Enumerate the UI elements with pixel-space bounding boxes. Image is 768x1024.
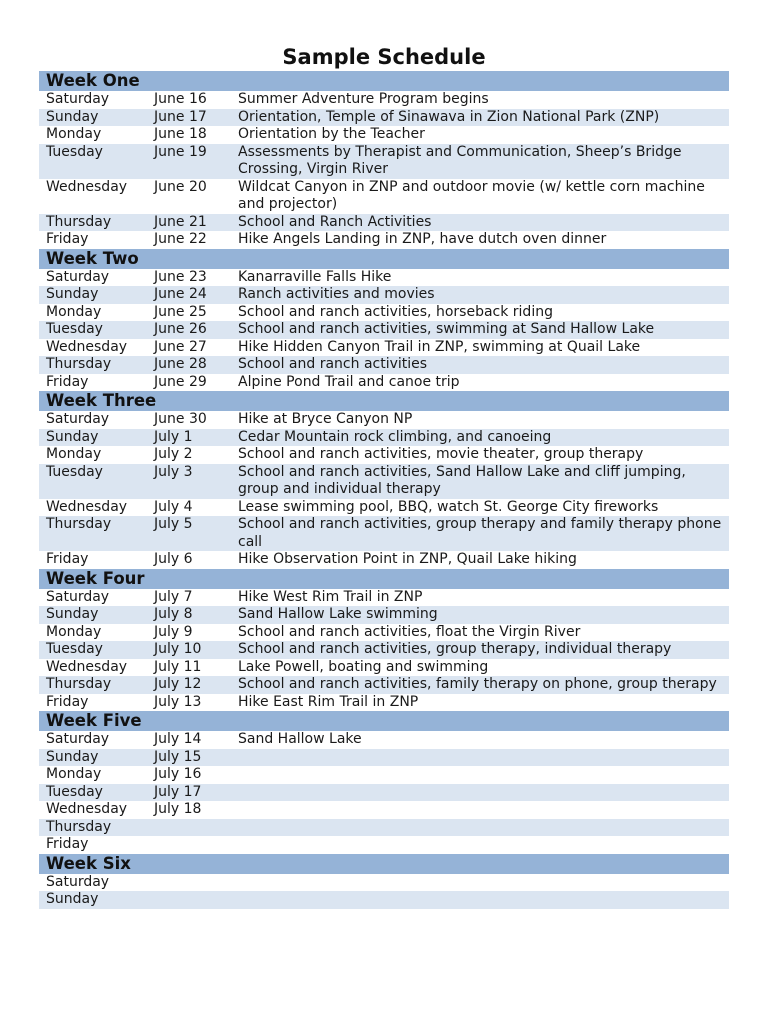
day-cell: Sunday xyxy=(46,108,99,125)
schedule-row xyxy=(39,356,729,374)
day-cell: Saturday xyxy=(46,268,110,285)
activity-cell: Hike East Rim Trail in ZNP xyxy=(238,693,419,710)
schedule-row xyxy=(39,411,729,429)
date-cell: June 25 xyxy=(154,303,207,320)
schedule-table xyxy=(39,71,729,909)
schedule-row xyxy=(39,286,729,304)
activity-cell: Alpine Pond Trail and canoe trip xyxy=(238,373,460,390)
date-cell: June 27 xyxy=(154,338,207,355)
date-cell: July 9 xyxy=(154,623,193,640)
schedule-row xyxy=(39,321,729,339)
day-cell: Thursday xyxy=(46,213,112,230)
activity-cell xyxy=(238,801,729,819)
schedule-row xyxy=(39,694,729,712)
day-cell: Friday xyxy=(46,693,89,710)
date-cell: July 17 xyxy=(154,783,202,800)
day-cell: Saturday xyxy=(46,91,110,107)
week-header: Week Six xyxy=(39,854,729,874)
date-cell xyxy=(154,874,238,892)
date-cell: July 2 xyxy=(154,446,193,462)
day-cell: Monday xyxy=(46,303,102,320)
activity-cell: Hike Observation Point in ZNP, Quail Lake hiking xyxy=(238,551,577,567)
week-header: Week Three xyxy=(39,391,729,411)
schedule-row xyxy=(39,676,729,694)
activity-cell: School and ranch activities, group therapy, individual therapy xyxy=(238,641,672,657)
day-cell: Wednesday xyxy=(46,178,128,195)
date-cell: June 29 xyxy=(154,373,207,390)
day-cell: Sunday xyxy=(46,891,99,907)
schedule-row xyxy=(39,304,729,322)
date-cell: July 8 xyxy=(154,606,193,622)
schedule-row xyxy=(39,269,729,287)
date-cell xyxy=(154,819,238,837)
date-cell: June 28 xyxy=(154,356,207,372)
activity-cell: Hike Hidden Canyon Trail in ZNP, swimming at Quail Lake xyxy=(238,338,641,355)
activity-cell xyxy=(238,749,729,767)
week-header: Week One xyxy=(39,71,729,91)
day-cell: Thursday xyxy=(46,516,112,532)
day-cell: Thursday xyxy=(46,676,112,692)
schedule-row xyxy=(39,624,729,642)
date-cell: July 13 xyxy=(154,693,202,710)
day-cell: Thursday xyxy=(46,356,112,372)
schedule-row xyxy=(39,606,729,624)
activity-cell xyxy=(238,891,729,909)
week-header: Week Two xyxy=(39,249,729,269)
day-cell: Wednesday xyxy=(46,658,128,675)
week-header: Week Five xyxy=(39,711,729,731)
activity-cell: School and ranch activities, movie theater, group therapy xyxy=(238,446,644,462)
schedule-row xyxy=(39,784,729,802)
date-cell: July 3 xyxy=(154,463,193,480)
date-cell: June 18 xyxy=(154,126,207,142)
date-cell: July 10 xyxy=(154,641,202,657)
date-cell: June 22 xyxy=(154,231,207,247)
day-cell: Monday xyxy=(46,766,102,782)
day-cell: Saturday xyxy=(46,873,110,890)
activity-cell: Sand Hallow Lake xyxy=(238,731,362,747)
activity-cell: School and Ranch Activities xyxy=(238,213,432,230)
date-cell: June 24 xyxy=(154,286,207,302)
date-cell: July 14 xyxy=(154,731,202,747)
day-cell: Monday xyxy=(46,623,102,640)
activity-cell xyxy=(238,819,729,837)
schedule-row xyxy=(39,126,729,144)
day-cell: Saturday xyxy=(46,731,110,747)
page-title: Sample Schedule xyxy=(282,45,486,69)
date-cell: July 6 xyxy=(154,551,193,567)
day-cell: Friday xyxy=(46,836,89,852)
date-cell xyxy=(154,891,238,909)
activity-cell: Lake Powell, boating and swimming xyxy=(238,658,489,675)
schedule-row xyxy=(39,109,729,127)
day-cell: Friday xyxy=(46,231,89,247)
schedule-row xyxy=(39,429,729,447)
schedule-row xyxy=(39,766,729,784)
schedule-row xyxy=(39,641,729,659)
schedule-row xyxy=(39,339,729,357)
day-cell: Tuesday xyxy=(46,463,103,480)
activity-cell xyxy=(238,766,729,784)
day-cell: Wednesday xyxy=(46,498,128,515)
activity-cell: Kanarraville Falls Hike xyxy=(238,268,392,285)
day-cell: Tuesday xyxy=(46,321,103,337)
day-cell: Sunday xyxy=(46,428,99,445)
activity-cell: Assessments by Therapist and Communication, Sheep’s Bridge Crossing, Virgin River xyxy=(238,143,682,177)
day-cell: Friday xyxy=(46,373,89,390)
date-cell: June 30 xyxy=(154,411,207,427)
schedule-row xyxy=(39,891,729,909)
date-cell: July 15 xyxy=(154,748,202,765)
date-cell: June 20 xyxy=(154,178,207,195)
activity-cell xyxy=(238,784,729,802)
date-cell: June 17 xyxy=(154,108,207,125)
activity-cell: Orientation, Temple of Sinawava in Zion National Park (ZNP) xyxy=(238,108,660,125)
date-cell: July 18 xyxy=(154,801,202,817)
activity-cell: School and ranch activities, horseback riding xyxy=(238,303,553,320)
schedule-row xyxy=(39,374,729,392)
date-cell: July 12 xyxy=(154,676,202,692)
schedule-row xyxy=(39,819,729,837)
date-cell: July 5 xyxy=(154,516,193,532)
schedule-row xyxy=(39,179,729,214)
day-cell: Saturday xyxy=(46,411,110,427)
activity-cell: School and ranch activities, family therapy on phone, group therapy xyxy=(238,676,717,692)
schedule-row xyxy=(39,659,729,677)
date-cell: June 23 xyxy=(154,268,207,285)
day-cell: Monday xyxy=(46,446,102,462)
schedule-row xyxy=(39,731,729,749)
schedule-row xyxy=(39,214,729,232)
day-cell: Sunday xyxy=(46,606,99,622)
activity-cell: Sand Hallow Lake swimming xyxy=(238,606,438,622)
schedule-row xyxy=(39,231,729,249)
schedule-row xyxy=(39,551,729,569)
activity-cell: Wildcat Canyon in ZNP and outdoor movie (w/ kettle corn machine and projector) xyxy=(238,178,705,212)
activity-cell: Lease swimming pool, BBQ, watch St. George City fireworks xyxy=(238,498,659,515)
activity-cell: Hike at Bryce Canyon NP xyxy=(238,411,413,427)
day-cell: Wednesday xyxy=(46,338,128,355)
schedule-row xyxy=(39,836,729,854)
schedule-row xyxy=(39,516,729,551)
date-cell: July 7 xyxy=(154,588,193,605)
date-cell xyxy=(154,836,238,854)
day-cell: Sunday xyxy=(46,748,99,765)
day-cell: Sunday xyxy=(46,286,99,302)
day-cell: Friday xyxy=(46,551,89,567)
date-cell: June 16 xyxy=(154,91,207,107)
schedule-row xyxy=(39,589,729,607)
activity-cell: School and ranch activities, Sand Hallow Lake and cliff jumping, group and individual therapy xyxy=(238,463,686,497)
date-cell: July 16 xyxy=(154,766,202,782)
schedule-row xyxy=(39,464,729,499)
schedule-row xyxy=(39,144,729,179)
activity-cell xyxy=(238,874,729,892)
date-cell: June 21 xyxy=(154,213,207,230)
day-cell: Wednesday xyxy=(46,801,128,817)
activity-cell: Hike West Rim Trail in ZNP xyxy=(238,588,423,605)
schedule-row xyxy=(39,446,729,464)
activity-cell: Cedar Mountain rock climbing, and canoeing xyxy=(238,428,552,445)
day-cell: Tuesday xyxy=(46,783,103,800)
week-header: Week Four xyxy=(39,569,729,589)
schedule-row xyxy=(39,801,729,819)
schedule-row xyxy=(39,874,729,892)
day-cell: Tuesday xyxy=(46,143,103,160)
date-cell: June 26 xyxy=(154,321,207,337)
activity-cell: Summer Adventure Program begins xyxy=(238,91,489,107)
schedule-row xyxy=(39,749,729,767)
activity-cell: Orientation by the Teacher xyxy=(238,126,425,142)
date-cell: July 4 xyxy=(154,498,193,515)
day-cell: Monday xyxy=(46,126,102,142)
schedule-row xyxy=(39,499,729,517)
date-cell: June 19 xyxy=(154,143,207,160)
date-cell: July 1 xyxy=(154,428,193,445)
activity-cell: School and ranch activities, swimming at Sand Hallow Lake xyxy=(238,321,655,337)
activity-cell: Hike Angels Landing in ZNP, have dutch oven dinner xyxy=(238,231,607,247)
date-cell: July 11 xyxy=(154,658,202,675)
activity-cell: Ranch activities and movies xyxy=(238,286,435,302)
day-cell: Tuesday xyxy=(46,641,103,657)
activity-cell xyxy=(238,836,729,854)
day-cell: Thursday xyxy=(46,818,112,835)
activity-cell: School and ranch activities, group therapy and family therapy phone call xyxy=(238,516,722,550)
day-cell: Saturday xyxy=(46,588,110,605)
activity-cell: School and ranch activities, float the Virgin River xyxy=(238,623,581,640)
schedule-row xyxy=(39,91,729,109)
activity-cell: School and ranch activities xyxy=(238,356,428,372)
